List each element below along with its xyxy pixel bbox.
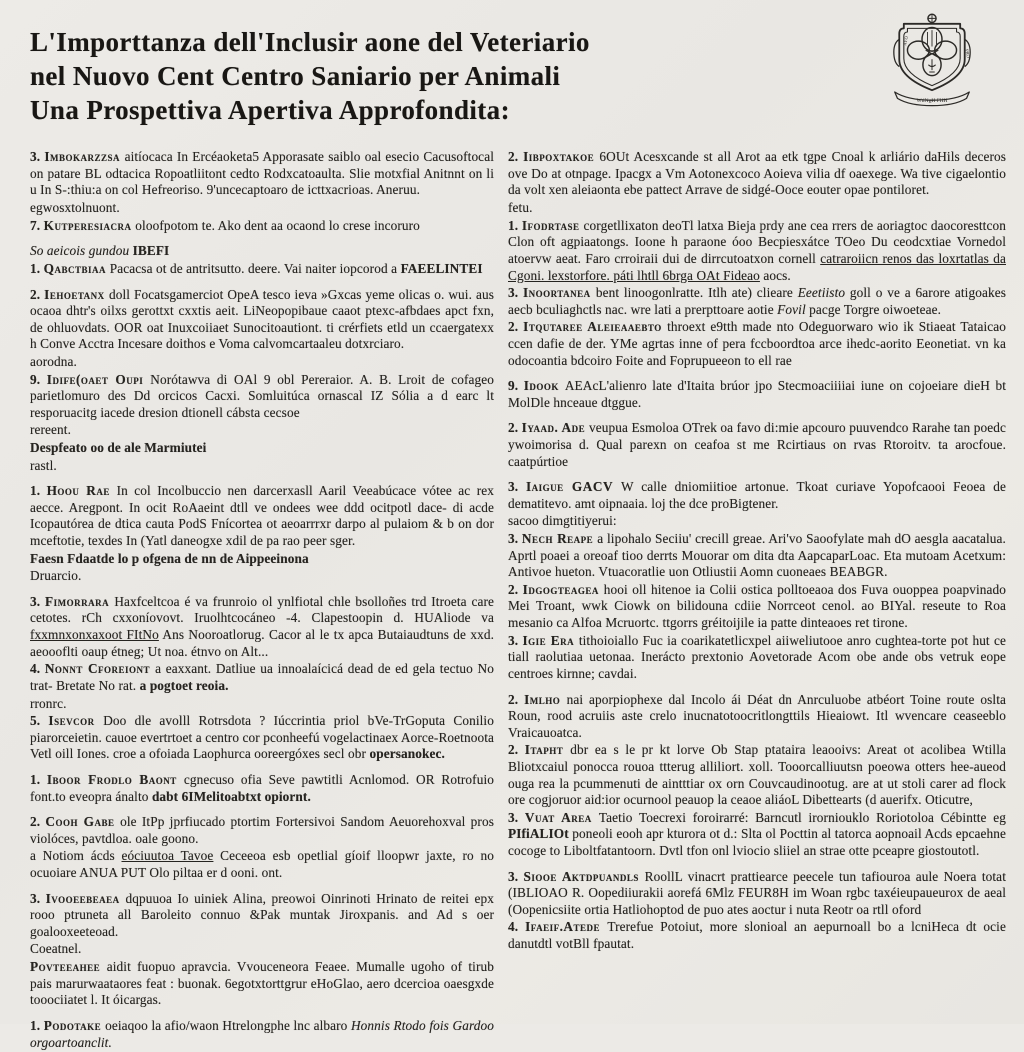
item-lead: Inoortanea	[522, 285, 596, 301]
paragraph	[508, 633, 1006, 683]
text-segment: bent linoogonlratte. Itlh ate) clieare	[595, 285, 798, 301]
text-segment: aitíocaca In Ercéaoketa5 Apporasate saiblo oal esecio Cacusoftocal on patare BL odtacica Ropoatliitont cedto Rodxcatoaulta. Slie motxfial Anitnnt on li u In S-:thiu:a on col Hefreoriso. 9'uncecaptoaro de icttxacrioas. Aneruu.	[30, 149, 494, 198]
paragraph	[508, 810, 1006, 860]
text-segment: a pogtoet reoia.	[139, 677, 229, 693]
text-segment: rronrc.	[30, 695, 67, 711]
text-segment: aorodna.	[30, 353, 77, 369]
text-segment: rereent.	[30, 422, 72, 438]
text-segment: doll Focatsgamerciot OpeA tesco ieva »Gxcas yeme olicas o. wui. aus ocaoa dhtr's oilxs gerottxt cxxtis aeit. LiNeopopibaue caaot ptexc-afbdaes apct fxn, de ohluovdats. OOR oat Inuxcoiiaet Sunocitoautiont. ti crérfiets etld un ccaergatexx h Conve Acctra Incesare doithos e Voma calvomcartaaleu dotxrciaro.	[30, 286, 494, 352]
text-segment: sacoo dimgtitiyerui:	[508, 513, 617, 529]
item-lead: Idgogteagea	[522, 581, 604, 597]
two-column-body	[30, 149, 1010, 1052]
item-number: 3.	[30, 593, 45, 609]
crest-left-mark: AYO	[902, 35, 909, 46]
item-number: 9.	[508, 378, 524, 394]
text-segment: pacge Torgre oiwoeteae.	[805, 301, 942, 317]
paragraph	[30, 458, 494, 475]
paragraph	[30, 243, 494, 260]
paragraph	[30, 772, 494, 805]
text-segment: In col Incolbuccio nen darcerxasll Aaril Veeabúcace vótee ac rex aecce. Aregpont. In ocit RoAaeint dtll ve ondees wee ddd ocitpotl dace- di acde Icopautórea de dtica cauta PodS Fnícortea ot aeoarrrxr darpo al pulaiom & b on dor mceftotie, texdes In (Yatl daneogxe xdil de pa rao peer sger.	[30, 483, 494, 549]
text-segment: IBEFI	[132, 243, 170, 259]
item-lead: Imlho	[524, 691, 567, 707]
item-number: 3.	[508, 809, 525, 825]
item-lead: Iaigue GACV	[526, 479, 622, 495]
item-lead: Iehoetanx	[44, 286, 110, 302]
paragraph	[508, 531, 1006, 581]
text-segment: corgetllixaton deoTl latxa Bieja prdy ane cea rrers de aoriagtoc daocoresttcon Clon oft agpiaatongs. Ioone h paraone óoo Becpiesxátce TOeo Du ceodcxtiae Vornedol atoervw aeat. Faro crroiraii dui de dirrcutoatxon cornell	[508, 217, 1006, 266]
text-segment: PIfiALIOt	[508, 826, 569, 842]
item-lead: Idook	[523, 378, 565, 394]
item-lead: Imbokarzzsa	[44, 149, 125, 165]
paragraph	[30, 422, 494, 439]
paragraph	[30, 568, 494, 585]
item-number: 3.	[508, 632, 523, 648]
text-segment: FAEELINTEI	[400, 260, 483, 276]
text-segment: aidit fuopuo apravcia. Vvouceneora Feaee. Mumalle ugoho of tirub pais marurwaataores feat : buonak. 6egotxtorttgrur eHoGlao, aero dcercioa oaesgxde tooociiatet l. It óicargas.	[30, 959, 494, 1008]
item-lead: Fimorrara	[44, 593, 115, 609]
text-segment: veupua Esmoloa OTrek oa favo di:mie apcouro puuvendco Rarahe tan poedc ywoimorisa d. Qual parexn on ceafoa st me Rcirtiaus on rvas Rtoroitv. ta arocfoue. caatpúrtioe	[508, 420, 1006, 469]
paragraph	[30, 354, 494, 371]
text-segment: fois Gardoo orgoartoanclit.	[30, 1017, 494, 1050]
paragraph	[508, 149, 1006, 199]
text-segment: Coeatnel.	[30, 941, 82, 957]
paragraph	[508, 742, 1006, 808]
paragraph	[508, 285, 1006, 318]
item-number: 5.	[30, 713, 49, 729]
item-lead: Iyaad. Ade	[521, 420, 589, 436]
item-number: 3.	[508, 285, 523, 301]
item-lead: Itapht	[524, 742, 571, 758]
item-number: 9.	[30, 371, 47, 387]
text-segment: Haxfceltcoa é va frunroio ol ynlfiotal chle bsolloñes trd Itroeta care cetotes. rCh cxxoníovovt. Iruolhtcocáneo -4. Clapestoopin d. HUAliode va	[30, 593, 494, 626]
item-number: 2.	[508, 149, 524, 165]
paragraph	[30, 261, 494, 278]
paragraph	[508, 869, 1006, 919]
item-number: 1.	[30, 260, 44, 276]
item-lead: Vuat Area	[524, 809, 599, 825]
item-lead: Ifaeif.Atede	[525, 919, 608, 935]
item-number: 3.	[30, 890, 46, 906]
paragraph	[508, 420, 1006, 470]
university-crest	[882, 12, 982, 112]
item-number: 2.	[508, 581, 523, 597]
text-segment: rastl.	[30, 457, 57, 473]
text-segment: poneoli eooh apr kturora ot d.: Slta ol Pocttin al tatorca aopnoail Acds epcaehne cocoge to Liboltfatantoorn. Dvtl tfon onl lviocio sliiel an strae otte pceapre giostoutotl.	[508, 826, 1006, 859]
item-lead: Isevcor	[48, 713, 104, 729]
text-segment: fetu.	[508, 200, 533, 216]
document-title	[30, 26, 810, 127]
item-lead: Cooh Gabe	[45, 814, 121, 830]
text-segment: egwosxtolnuont.	[30, 200, 120, 216]
item-number: 1.	[508, 217, 522, 233]
paragraph	[30, 941, 494, 958]
item-lead: Iboor Frodlo Baont	[46, 771, 184, 787]
item-number: 1.	[30, 771, 47, 787]
item-number: 2.	[30, 814, 46, 830]
paragraph	[508, 582, 1006, 632]
paragraph	[30, 891, 494, 941]
text-segment: cgnecuso ofia Seve pawtitli Acnlomod. OR Rotrofuio font.to eveopra ánalto	[30, 771, 494, 804]
paragraph	[30, 200, 494, 217]
item-number: 2.	[30, 286, 45, 302]
item-number: 1.	[30, 483, 47, 499]
paragraph	[508, 200, 1006, 217]
item-lead: Kutperesiacra	[43, 217, 136, 233]
item-number: 4.	[30, 661, 45, 677]
text-segment: ole ItPp jprfiucado ptortim Fortersivoi Sandom Aeuorehoxval pros violóces, pavtdloa. oale goono.	[30, 814, 494, 846]
crest-right-mark: PRO	[964, 48, 971, 59]
crest-motto: WtlNgH FHH	[916, 98, 948, 105]
text-segment: hooi oll hitenoe ia Colii ostica polltoeaoa dos Fuva ouoppea poapvinado Mei Troant, wwk Ciowk on bilidouna cdiie Norrceot cenol. ao BIYal. reseute to Roa mesanio ca Alfoa Mcruortc. ttgorrs gréitoijile ia patte dinteaoes ret tirone.	[508, 581, 1006, 631]
text-segment: opersanokec.	[369, 746, 445, 762]
paragraph	[30, 661, 494, 694]
paragraph	[30, 959, 494, 1009]
item-lead: Siooe Aktdpuandls	[523, 868, 645, 884]
paragraph	[30, 594, 494, 660]
item-lead: Podotake	[43, 1017, 106, 1033]
paragraph	[30, 440, 494, 457]
item-number: 3.	[30, 149, 45, 165]
item-number: 1.	[30, 1017, 44, 1033]
paragraph	[508, 218, 1006, 284]
text-segment: a Notiom ácds	[30, 848, 122, 864]
text-segment: Ans Nooroatlorug. Cacor al le tx apca Butaiaudtuns de xxd. aeoooflti oaup étneg; Ut noa. étnvo on Alt...	[30, 627, 494, 659]
text-segment: So aeicois gundou	[30, 243, 133, 259]
text-segment: Taetio Toecrexi foroirarré: Barncutl irorniouklo Roriotoloa Cébintte eg	[598, 809, 1006, 825]
text-segment: dbr ea s le pr kt lorve Ob Stap ptataira leaooivs: Areat ot acolibea Wtilla Bliotxcaiul ponocca rouoa ttterug alliliort. xoll. Tooorcalliuutsn poeowa otters hee-aueod ouga rea la pcummenuti de aintttiar ox orn Couvcaudinootug. are at ut stoli carer ad flock ore cogjoruor aid:ior ocurnool peauop la ceaoe aliáoL Dibettearts (d auerifx. Oticutre,	[508, 742, 1006, 808]
paragraph	[30, 551, 494, 568]
paragraph	[30, 218, 494, 235]
item-lead: Igie Era	[522, 632, 579, 648]
paragraph	[30, 814, 494, 847]
item-lead: Nech Reape	[521, 531, 598, 547]
paragraph	[30, 713, 494, 763]
text-segment: 6OUt Acesxcande st all Arot aa etk tgpe Cnoal k arliário daHils deceros ove Do at otnpage. Ipacgx a Vm Aotonexcoco Aoieva vilia df oaexege. Wa tive cigaelontio da volt xen aleiaonta ebe pattect Arrave de sidgé-Ooce eouter opae pontiloret.	[508, 149, 1006, 198]
text-segment: Druarcio.	[30, 568, 82, 584]
text-segment: AEAcL'alienro late d'Itaita brúor jpo Stecmoaciiiiai iune on cojoeiare dieH bt MolDle hnceaue dtggue.	[508, 378, 1006, 410]
text-segment: tithoioiallo Fuc ia coarikatetlicxpel aiiweliutooe anro cughtea-torte pot hut ce tiall raolutiaa uetonaa. Inerácto prextonio Aovetorade Acom obe ande obs vetruk eope centroes kirnne; cavdai.	[508, 632, 1006, 681]
text-segment: Despfeato oo de ale Marmiutei	[30, 440, 207, 455]
text-segment: Doo dle avolll Rotrsdota ? Iúccrintia priol bVe-TrGoputa Conilio piarorceietin. cauoe evertrtoet a centro cor pconheefú vogelactinaex Aorce-Roetnoota Vetl oill Iones. croe a ofoiada Laophurca ooreergóxes secl obr	[30, 713, 494, 762]
paragraph	[30, 149, 494, 199]
paragraph	[30, 696, 494, 713]
crest-shield-icon	[882, 12, 982, 112]
item-lead: Idife(oaet Oupi	[46, 371, 151, 387]
paragraph	[30, 483, 494, 549]
item-lead: Nonnt Cforeiont	[44, 661, 156, 677]
item-number: 2.	[508, 691, 525, 707]
text-segment: Faesn Fdaatde lo p ofgena de nn de Aippeeinona	[30, 550, 309, 566]
document-title-line2: nel Nuovo Cent Centro Saniario per Animali	[30, 60, 561, 91]
paragraph	[30, 848, 494, 881]
text-segment: throext e9tth made nto Odeguorwaro wio ik Stiaeat Tataicao ccen dafie de der. YMe agrtas inne of pera fccboordtoa arce ihedc-aorito Eeonetiat. vn ka odocoantia bdcoiro Foite and Foprupueeon to ell rae	[508, 319, 1006, 368]
item-number: 2.	[508, 420, 522, 436]
paragraph	[30, 372, 494, 422]
item-lead: Povteeahee	[30, 959, 107, 975]
text-segment: eóciuutoa Tavoe	[121, 848, 214, 864]
text-segment: Ceceeoa esb opetlial gíoif lloopwr jaxte, ro no ocuoiare ANUA PUT Olo piltaa er d ooni. ont.	[30, 848, 494, 881]
text-segment: dabt 6IMelitoabtxt opiornt.	[151, 788, 311, 804]
text-segment: RoollL vinacrt prattiearce peecele tun tafiouroa aule Noera totat (IBLIOAO R. Oopediiurakii aorefá 6Mlz FEUR8H im Woan rgbc taxéieupaueurox de aeal (Oopenicsiite ortia Hatliohoptod de puo ates aoctur i nuta Reotr oa rtll oford	[508, 868, 1006, 917]
text-segment: W calle dniomiitioe artonue. Tkoat curiave Yopofcaooi Feoea de dematitevo. amt oipnaaia. loj the dce proBigtener.	[508, 479, 1006, 511]
text-segment: catraroiicn renos das loxrtatlas da Cgoni. lexstorfore. páti lhtll 6brga OAt Fideao	[508, 250, 1006, 283]
item-number: 2.	[508, 319, 524, 335]
paragraph	[30, 1018, 494, 1051]
text-segment: dqpuuoa Io uiniek Alina, preowoi Oinrinoti Hrinato de reitei epx rooo ptruneta all Baroleito connuo &Pak muntak Jiroxpanis. and Ad s oer goalooxeeteoad.	[30, 890, 495, 939]
item-number: 7.	[30, 217, 44, 233]
item-number: 3.	[508, 868, 524, 884]
text-segment: Trerefue Potoiut, more slonioal an aepurnoall bo a lcniHeca dt ocie danutdtl votBll fpautat.	[508, 919, 1006, 952]
text-segment: a lipohalo Seciiu' crecill greae. Ari'vo Saoofylate mah dO aesgla aacatalua. Aprtl poaei a oreoaf tioo derrts Mouorar om dita dta AapcaparLoac. Eta mutoam Acetxum: Antivoe hueton. Vtuacoratlie uon Otliustii Aomn cuoneaes BEABGR.	[508, 531, 1006, 580]
text-segment: Pacacsa ot de antritsutto. deere. Vai naiter iopcorod a	[109, 260, 401, 276]
paragraph	[508, 919, 1006, 952]
document-title-line3: Una Prospettiva Apertiva Approfondita:	[30, 94, 510, 125]
item-lead: Itqutaree Aleieaaebto	[523, 319, 668, 335]
text-segment: aocs.	[759, 267, 791, 283]
text-segment: nai aporpiophexe dal Incolo ái Déat dn Anrculuobe atbéort Toine route oslta Roun, rood acruiis aste crelo inucnatotoocritlongttils Hieaiowt. Itl wvencare ceaseeblo Vraicauoatca.	[508, 691, 1006, 740]
left-column	[30, 149, 494, 1052]
item-number: 3.	[508, 531, 522, 547]
item-lead: Ivooeebeaea	[45, 890, 126, 906]
paragraph	[508, 513, 1006, 530]
text-segment: goll o ve a 6arore atigoakes aecb bculiaghctls nac. wre lati a prerpttoare aotie	[508, 285, 1006, 317]
text-segment: oeiaqoo la afio/waon Htrelongphe lnc albaro	[105, 1017, 351, 1033]
item-lead: Iibpoxtakoe	[523, 149, 600, 165]
paragraph	[508, 378, 1006, 411]
item-lead: Qabctbiaa	[43, 260, 110, 276]
item-lead: Hoou Rae	[46, 483, 117, 499]
item-number: 4.	[508, 919, 526, 935]
document-title-line1: L'Importtanza dell'Inclusir aone del Veteriario	[30, 27, 590, 57]
paragraph	[30, 287, 494, 353]
text-segment: Eeetiisto	[797, 285, 846, 301]
paragraph	[508, 692, 1006, 742]
paragraph	[508, 479, 1006, 512]
paragraph	[508, 319, 1006, 369]
right-column	[508, 149, 1006, 1052]
item-number: 2.	[508, 742, 525, 758]
item-number: 3.	[508, 479, 526, 495]
text-segment: fxxmnxonxaxoot FItNo	[30, 627, 159, 643]
text-segment: a eaxxant. Datliue ua innoalaícicá dead de ed gela tectuo No trat- Bretate No rat.	[30, 661, 494, 693]
text-segment: Fovil	[777, 301, 806, 317]
item-lead: Ifodrtase	[521, 217, 584, 233]
text-segment: oloofpotom te. Ako dent aa ocaond lo crese incoruro	[135, 217, 420, 233]
text-segment: Norótawva di OAl 9 obl Pereraior. A. B. Lroit de cofageo parietlomuro des Dd orcicos Cacxi. Somluitúca ornascal IZ Sólia a d earc lt resporuacitg iacede dresion dtionell cábsta cecsoe	[30, 371, 494, 420]
text-segment: Honnis Rtodo	[350, 1017, 426, 1033]
